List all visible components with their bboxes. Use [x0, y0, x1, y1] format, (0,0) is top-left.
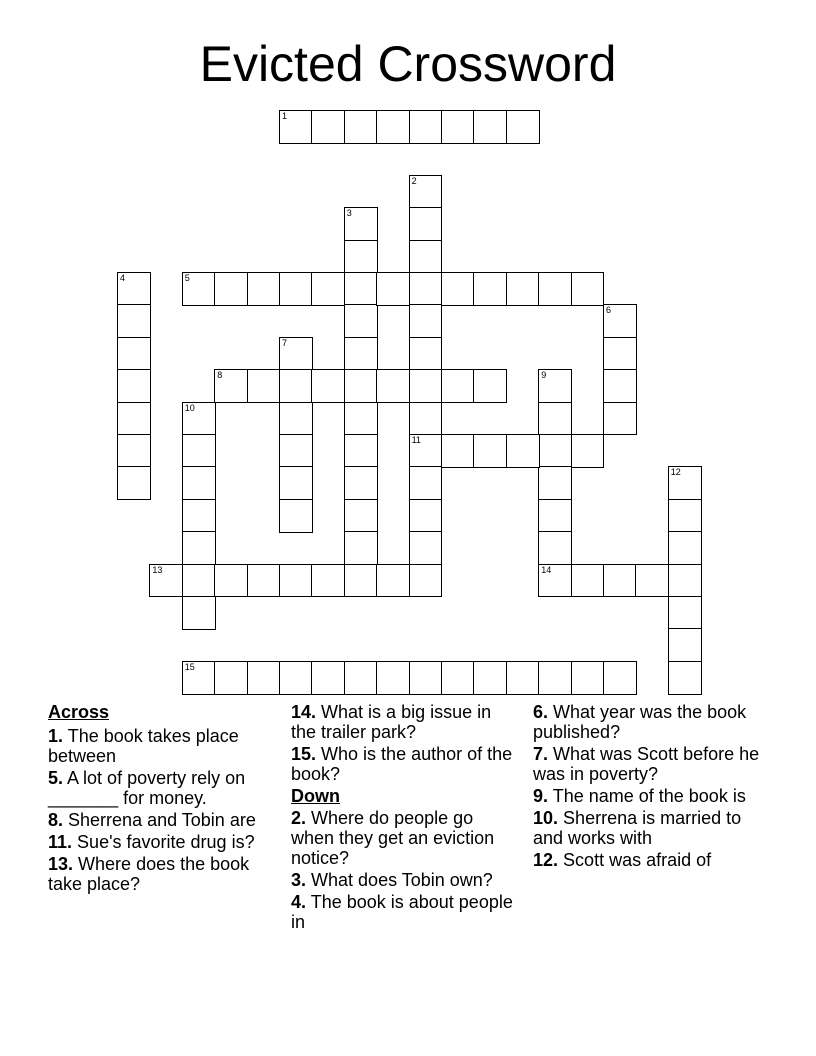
- grid-cell[interactable]: [441, 369, 475, 403]
- grid-cell[interactable]: [409, 531, 443, 565]
- grid-cell[interactable]: [409, 434, 443, 468]
- grid-cell[interactable]: [247, 661, 281, 695]
- grid-cell[interactable]: [538, 466, 572, 500]
- grid-cell[interactable]: [409, 369, 443, 403]
- grid-cell[interactable]: [441, 110, 475, 144]
- clue-number: 9: [541, 370, 547, 381]
- grid-cell[interactable]: [182, 499, 216, 533]
- grid-cell[interactable]: [344, 207, 378, 241]
- grid-cell[interactable]: [311, 564, 345, 598]
- clues-column-3: [533, 702, 761, 872]
- grid-cell[interactable]: [506, 434, 540, 468]
- across-heading: Across: [48, 702, 110, 722]
- grid-cell[interactable]: [279, 272, 313, 306]
- grid-cell[interactable]: [506, 272, 540, 306]
- grid-cell[interactable]: [668, 596, 702, 630]
- grid-cell[interactable]: [247, 272, 281, 306]
- clues-column-2: [291, 702, 519, 934]
- grid-cell[interactable]: [344, 531, 378, 565]
- grid-cell[interactable]: [668, 661, 702, 695]
- clue-across-5: 5. A lot of poverty rely on _______ for money.: [48, 768, 246, 808]
- grid-cell[interactable]: [214, 564, 248, 598]
- grid-cell[interactable]: [344, 499, 378, 533]
- clue-number: 13: [152, 564, 163, 575]
- grid-cell[interactable]: [117, 272, 151, 306]
- grid-cell[interactable]: [344, 337, 378, 371]
- grid-cell[interactable]: [603, 402, 637, 436]
- grid-cell[interactable]: [149, 564, 183, 598]
- grid-cell[interactable]: [473, 434, 507, 468]
- grid-cell[interactable]: [668, 466, 702, 500]
- grid-cell[interactable]: [376, 110, 410, 144]
- grid-cell[interactable]: [182, 531, 216, 565]
- grid-cell[interactable]: [506, 110, 540, 144]
- grid-cell[interactable]: [214, 661, 248, 695]
- grid-cell[interactable]: [409, 564, 443, 598]
- grid-cell[interactable]: [409, 175, 443, 209]
- grid-cell[interactable]: [376, 564, 410, 598]
- grid-cell[interactable]: [182, 596, 216, 630]
- clue-across-14: 14. What is a big issue in the trailer park?: [291, 702, 492, 742]
- grid-cell[interactable]: [441, 272, 475, 306]
- grid-cell[interactable]: [279, 434, 313, 468]
- grid-cell[interactable]: [603, 661, 637, 695]
- clue-number: 8: [217, 370, 223, 381]
- grid-cell[interactable]: [409, 272, 443, 306]
- grid-cell[interactable]: [117, 434, 151, 468]
- grid-cell[interactable]: [409, 207, 443, 241]
- grid-cell[interactable]: [409, 110, 443, 144]
- grid-cell[interactable]: [279, 337, 313, 371]
- clue-down-3: 3. What does Tobin own?: [291, 870, 493, 890]
- clue-across-11: 11. Sue's favorite drug is?: [48, 832, 255, 852]
- grid-cell[interactable]: [247, 564, 281, 598]
- grid-cell[interactable]: [538, 661, 572, 695]
- clue-number: 5: [184, 273, 190, 283]
- down-heading: Down: [291, 786, 340, 806]
- clue-number: 10: [184, 402, 195, 413]
- clue-number: 4: [120, 273, 126, 283]
- grid-cell[interactable]: [668, 531, 702, 565]
- grid-cell[interactable]: [376, 369, 410, 403]
- clue-number: 3: [346, 208, 352, 219]
- grid-cell[interactable]: [473, 661, 507, 695]
- grid-cell[interactable]: [668, 499, 702, 533]
- grid-cell[interactable]: [182, 564, 216, 598]
- grid-cell[interactable]: [117, 402, 151, 436]
- clue-down-7: 7. What was Scott before he was in poverty?: [533, 744, 760, 784]
- grid-cell[interactable]: [279, 499, 313, 533]
- grid-cell[interactable]: [344, 466, 378, 500]
- clue-down-12: 12. Scott was afraid of: [533, 850, 712, 870]
- grid-cell[interactable]: [409, 240, 443, 274]
- grid-cell[interactable]: [279, 369, 313, 403]
- grid-cell[interactable]: [409, 466, 443, 500]
- grid-cell[interactable]: [441, 434, 475, 468]
- clue-number: 15: [184, 661, 195, 672]
- grid-cell[interactable]: [344, 110, 378, 144]
- grid-cell[interactable]: [603, 304, 637, 338]
- clues-column-1: [48, 702, 276, 896]
- grid-cell[interactable]: [344, 272, 378, 306]
- grid-cell[interactable]: [376, 272, 410, 306]
- clue-down-9: 9. The name of the book is: [533, 786, 746, 806]
- grid-cell[interactable]: [441, 661, 475, 695]
- grid-cell[interactable]: [409, 304, 443, 338]
- grid-cell[interactable]: [279, 564, 313, 598]
- grid-cell[interactable]: [182, 272, 216, 306]
- grid-cell[interactable]: [182, 466, 216, 500]
- clue-number: 2: [411, 175, 417, 186]
- clue-down-10: 10. Sherrena is married to and works with: [533, 808, 742, 848]
- grid-cell[interactable]: [247, 369, 281, 403]
- grid-cell[interactable]: [571, 564, 605, 598]
- grid-cell[interactable]: [603, 564, 637, 598]
- grid-cell[interactable]: [117, 466, 151, 500]
- grid-cell[interactable]: [409, 337, 443, 371]
- grid-cell[interactable]: [279, 466, 313, 500]
- grid-cell[interactable]: [279, 661, 313, 695]
- clue-across-8: 8. Sherrena and Tobin are: [48, 810, 256, 830]
- clue-number: 7: [282, 337, 288, 348]
- grid-cell[interactable]: [668, 564, 702, 598]
- grid-cell[interactable]: [538, 402, 572, 436]
- grid-cell[interactable]: [603, 369, 637, 403]
- grid-cell[interactable]: [117, 337, 151, 371]
- grid-cell[interactable]: [603, 337, 637, 371]
- grid-cell[interactable]: [117, 369, 151, 403]
- grid-cell[interactable]: [538, 272, 572, 306]
- grid-cell[interactable]: [214, 369, 248, 403]
- clue-number: 12: [670, 467, 681, 478]
- grid-cell[interactable]: [635, 564, 669, 598]
- grid-cell[interactable]: [344, 369, 378, 403]
- grid-cell[interactable]: [538, 564, 572, 598]
- grid-cell[interactable]: [182, 661, 216, 695]
- grid-cell[interactable]: [538, 434, 572, 468]
- page-title: Evicted Crossword: [199, 36, 617, 92]
- clue-across-1: 1. The book takes place between: [48, 726, 239, 766]
- clue-number: 14: [541, 564, 552, 575]
- grid-cell[interactable]: [344, 564, 378, 598]
- grid-cell[interactable]: [538, 499, 572, 533]
- clue-down-4: 4. The book is about people in: [291, 892, 513, 932]
- grid-cell[interactable]: [571, 661, 605, 695]
- grid-cell[interactable]: [376, 661, 410, 695]
- clue-across-15: 15. Who is the author of the book?: [291, 744, 513, 784]
- clue-down-2: 2. Where do people go when they get an eviction notice?: [291, 808, 495, 868]
- grid-cell[interactable]: [344, 304, 378, 338]
- grid-cell[interactable]: [668, 628, 702, 662]
- grid-cell[interactable]: [473, 272, 507, 306]
- grid-cell[interactable]: [538, 531, 572, 565]
- grid-cell[interactable]: [344, 434, 378, 468]
- grid-cell[interactable]: [311, 661, 345, 695]
- grid-cell[interactable]: [117, 304, 151, 338]
- grid-cell[interactable]: [182, 402, 216, 436]
- grid-cell[interactable]: [409, 499, 443, 533]
- grid-cell[interactable]: [571, 272, 605, 306]
- clue-down-6: 6. What year was the book published?: [533, 702, 747, 742]
- grid-cell[interactable]: [279, 402, 313, 436]
- grid-cell[interactable]: [473, 369, 507, 403]
- clue-number: 1: [282, 111, 288, 121]
- grid-cell[interactable]: [409, 661, 443, 695]
- grid-cell[interactable]: [538, 369, 572, 403]
- grid-cell[interactable]: [214, 272, 248, 306]
- grid-cell[interactable]: [344, 402, 378, 436]
- clue-number: 11: [411, 435, 421, 445]
- grid-cell[interactable]: [311, 272, 345, 306]
- grid-cell[interactable]: [473, 110, 507, 144]
- grid-cell[interactable]: [409, 402, 443, 436]
- grid-cell[interactable]: [182, 434, 216, 468]
- grid-cell[interactable]: [311, 369, 345, 403]
- grid-cell[interactable]: [344, 240, 378, 274]
- grid-cell[interactable]: [571, 434, 605, 468]
- grid-cell[interactable]: [344, 661, 378, 695]
- grid-cell[interactable]: [279, 110, 313, 144]
- clue-across-13: 13. Where does the book take place?: [48, 854, 250, 894]
- grid-cell[interactable]: [311, 110, 345, 144]
- grid-cell[interactable]: [506, 661, 540, 695]
- clue-number: 6: [606, 305, 612, 316]
